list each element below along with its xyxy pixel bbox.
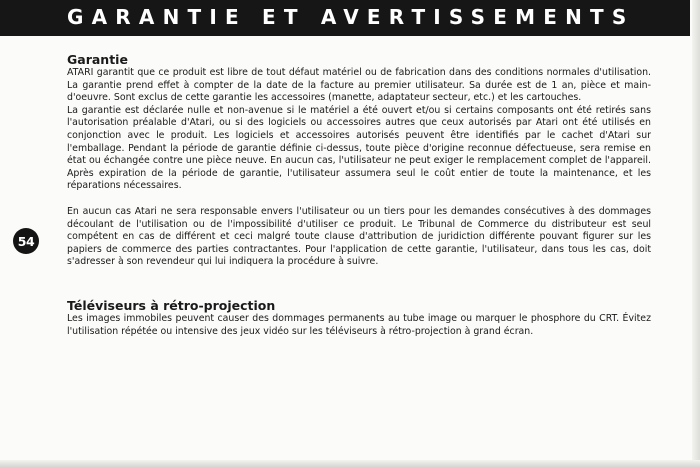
section-heading-retro-projection: Téléviseurs à rétro-projection bbox=[67, 297, 276, 313]
garantie-paragraph-1: ATARI garantit que ce produit est libre de tout défaut matériel ou de fabrication dans des conditions normales d'utilisation. La garantie prend effet à compter de la date de la facture au premier utilisateur. Sa durée est de 1 an, pièce et main-d'oeuvre. Sont exclus de cette garantie les accessoires (manette, adaptateur secteur, etc.) et les cartouches. bbox=[67, 67, 651, 104]
section-heading-garantie: Garantie bbox=[67, 52, 128, 67]
page-edge-right bbox=[692, 0, 700, 467]
document-body bbox=[67, 52, 651, 338]
garantie-paragraph-3: En aucun cas Atari ne sera responsable envers l'utilisateur ou un tiers pour les demandes consécutives à des dommages découlant de l'utilisation ou de l'impossibilité d'utiliser ce produit. Le Tribunal de Commerce du distributeur est seul compétent en cas de différent et ceci malgré toute clause d'attribution de juridiction différente pouvant figurer sur les papiers de commerce des parties contractantes. Pour l'application de cette garantie, l'utilisateur, dans tous les cas, doit s'adresser à son revendeur qui lui indiquera la procédure à suivre. bbox=[67, 205, 651, 268]
header-band bbox=[0, 0, 690, 36]
retro-projection-paragraph: Les images immobiles peuvent causer des dommages permanents au tube image ou marquer le phosphore du CRT. Évitez l'utilisation répétée ou intensive des jeux vidéo sur les téléviseurs à rétro-projection à grand écran. bbox=[67, 312, 651, 337]
garantie-paragraph-2: La garantie est déclarée nulle et non-avenue si le matériel a été ouvert et/ou si certains composants ont été retirés sans l'autorisation préalable d'Atari, ou si des logiciels ou accessoires autres que ceux autorisés par Atari ont été utilisés en conjonction avec le produit. Les logiciels et accessoires autorisés peuvent être identifiés par le cachet d'Atari sur l'emballage. Pendant la période de garantie définie ci-dessus, toute pièce d'origine reconnue défectueuse, sera remise en état ou échangée contre une pièce neuve. En aucun cas, l'utilisateur ne peut exiger le remplacement complet de l'appareil. Après expiration de la période de garantie, l'utilisateur assumera seul le coût entier de toute la maintenance, et les réparations nécessaires. bbox=[67, 104, 651, 192]
page-number-badge: 54 bbox=[13, 228, 39, 254]
page-title: GARANTIE ET AVERTISSEMENTS bbox=[67, 5, 635, 29]
page-edge-bottom bbox=[0, 460, 700, 467]
